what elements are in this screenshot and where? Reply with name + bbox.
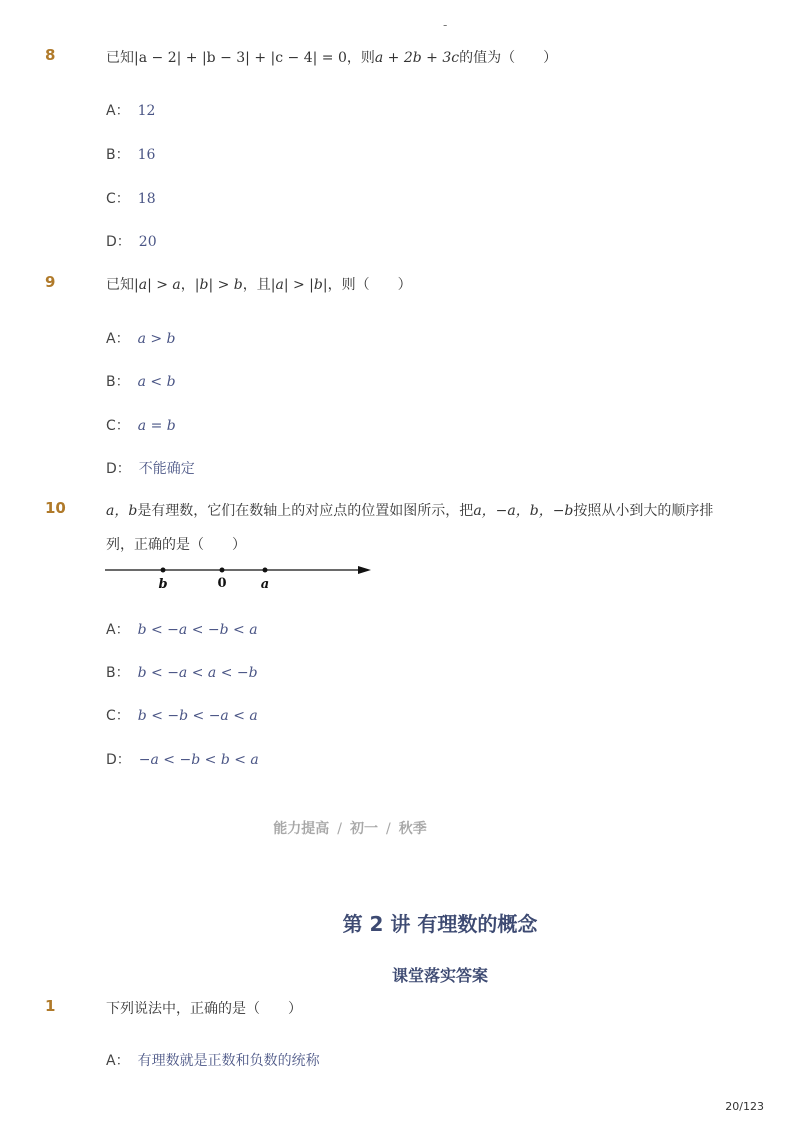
question-stem: [106, 500, 713, 520]
stem-text: 已知: [106, 277, 134, 293]
stem-text: 是有理数，它们在数轴上的对应点的位置如图所示，把: [137, 503, 474, 519]
question-stem: [106, 274, 412, 294]
option-value: 不能确定: [138, 461, 195, 477]
question-stem: 下列说法中，正确的是（ ）: [106, 1001, 302, 1017]
option-label: D：: [106, 752, 131, 768]
option-d[interactable]: [106, 231, 157, 251]
option-label: B：: [106, 665, 130, 681]
math-expression: |b| > b: [194, 277, 243, 293]
option-d[interactable]: [106, 458, 195, 478]
stem-text: 按照从小到大的顺序排: [573, 503, 714, 519]
option-value: a > b: [137, 331, 176, 347]
option-value: 有理数就是正数和负数的统称: [137, 1053, 320, 1069]
option-value: 20: [138, 234, 157, 250]
point-origin-label: 0: [217, 576, 227, 591]
math-expression: a，b: [106, 503, 138, 519]
lesson-title: 第 2 讲 有理数的概念: [342, 912, 538, 936]
option-a[interactable]: [106, 100, 155, 120]
option-value: −a < −b < b < a: [138, 752, 259, 768]
option-b[interactable]: [106, 144, 155, 164]
arrow-head-icon: [358, 566, 371, 574]
math-expression: a，−a，b，−b: [473, 503, 574, 519]
option-label: B：: [106, 374, 130, 390]
option-label: C：: [106, 708, 130, 724]
page-number: 20/123: [725, 1100, 764, 1113]
breadcrumb-separator: /: [386, 821, 391, 837]
option-label: B：: [106, 147, 130, 163]
math-expression: |a − 2| + |b − 3| + |c − 4| = 0: [134, 50, 347, 66]
breadcrumb-item: 能力提高: [273, 821, 330, 837]
question-number: 10: [45, 499, 66, 517]
option-a[interactable]: [106, 1050, 320, 1070]
point-a-dot: [263, 568, 268, 573]
option-value: 16: [137, 147, 156, 163]
number-line-figure: [100, 558, 380, 592]
option-value: a < b: [137, 374, 176, 390]
stem-text: ，: [180, 277, 195, 293]
point-b-label: b: [158, 577, 168, 592]
stem-text: ，且: [242, 277, 271, 293]
point-a-label: a: [260, 577, 270, 592]
point-b-dot: [161, 568, 166, 573]
option-value: b < −a < a < −b: [137, 665, 258, 681]
option-c[interactable]: [106, 705, 258, 725]
stem-text: 的值为（ ）: [459, 50, 558, 66]
footer-breadcrumb: [0, 818, 700, 838]
stem-text: 已知: [106, 50, 134, 66]
option-b[interactable]: [106, 371, 176, 391]
question-stem-line2: 列，正确的是（ ）: [106, 537, 246, 553]
option-label: A：: [106, 622, 130, 638]
option-label: D：: [106, 461, 131, 477]
option-c[interactable]: [106, 188, 156, 208]
option-b[interactable]: [106, 662, 258, 682]
option-value: 12: [137, 103, 156, 119]
option-d[interactable]: [106, 749, 259, 769]
option-value: a = b: [137, 418, 176, 434]
option-label: D：: [106, 234, 131, 250]
option-label: A：: [106, 331, 130, 347]
option-label: C：: [106, 191, 130, 207]
stem-text: ，则（ ）: [327, 277, 412, 293]
option-label: A：: [106, 1053, 130, 1069]
section-title: 课堂落实答案: [391, 966, 488, 985]
breadcrumb-item: 秋季: [398, 821, 427, 837]
question-stem: [106, 47, 557, 67]
option-value: b < −a < −b < a: [137, 622, 258, 638]
option-label: A：: [106, 103, 130, 119]
question-number: 9: [45, 273, 56, 291]
option-label: C：: [106, 418, 130, 434]
math-expression: |a| > |b|: [270, 277, 328, 293]
math-expression: a + 2b + 3c: [374, 50, 460, 66]
point-origin-dot: [220, 568, 225, 573]
option-c[interactable]: [106, 415, 176, 435]
breadcrumb-item: 初一: [350, 821, 378, 837]
breadcrumb-separator: /: [337, 821, 342, 837]
option-value: 18: [137, 191, 156, 207]
math-expression: |a| > a: [134, 277, 181, 293]
option-value: b < −b < −a < a: [137, 708, 258, 724]
stem-text: ，则: [346, 50, 375, 66]
question-number: 8: [45, 46, 56, 64]
option-a[interactable]: [106, 619, 258, 639]
question-number: 1: [45, 997, 56, 1015]
top-mark: -: [443, 18, 448, 32]
option-a[interactable]: [106, 328, 176, 348]
